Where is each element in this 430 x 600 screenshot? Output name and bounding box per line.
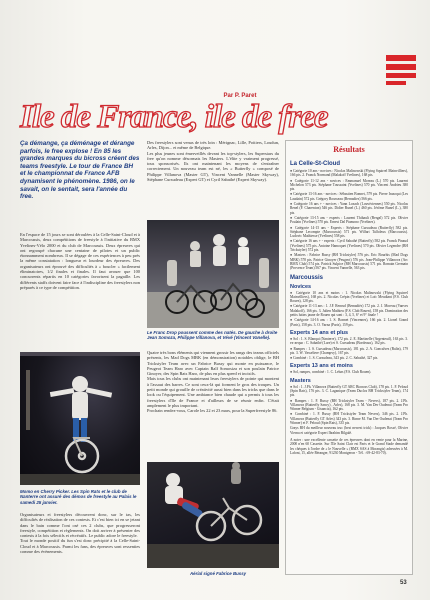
results-entry: ● Catégorie 16 ans + - experts : Cyril Sabathé (Butterfly) 582 pts. Franck Pinaud (Yvelines) 575 pts. Antoine Hamoquet (Yvelines) 570 pts. Olivier Legendre (BH Trickstyler) 572 pts. <box>290 239 408 253</box>
cherry-picker-illustration <box>20 352 140 485</box>
results-title: Résultats <box>333 145 365 154</box>
body-paragraph-left-2: Organisateurs et freestylers découvrent donc, sur le tas, les difficultés de réalisation de ces contests. Et c'est bien ici en se jetant dans le bain comme l'ont osé ces 2 clubs, que progresseront freestyle, compétition et règlements. On doit arriver à présenter des contests à la fois sélectifs et récréatifs. Le public adore le freestyle. Tout le monde positif du fun s'est donc précipité à la Celle-Saint-Cloud et à Marcoussis. Parmi les fans, des épreuves sont ressenties comme des évènements. <box>20 512 140 555</box>
results-entry: ● Rampes : 1. S. Cursudeau (Marcoussis), 181 pts. 2. A. Goncalves (Balin), 179 pts. 3. W. Vasseliere (Champvy), 167 pts. <box>290 346 408 355</box>
results-entry: ● Sol, rampes, combiné : 1. C. Lebas (F.S. Club Rouen). <box>290 370 372 375</box>
author-byline: Par P. Paret <box>223 93 257 99</box>
results-entry: ● Combiné : 1. F. Bussy (BH Trickstyler Team Nevers), 346 pts. 2. J.Ph. Villanova (Butterfly GT Arles) 343 pts. 3. Rinne M. Van Der Oudenai (Team Pro Winner) et F. Peloud (Spin Rats), 335 pts. <box>290 412 408 426</box>
cherry-picker-caption: Momo en Cherry Picker. Les Spin Rats et le club de Nanterre ont assuré des démos de freestyle au Palais le samedi 25 janvier. <box>20 489 137 505</box>
riders-group-photo <box>147 220 279 328</box>
results-subheading: Novices <box>290 283 312 290</box>
page-number: 53 <box>400 580 407 586</box>
results-section-heading: Marcoussis <box>290 274 324 281</box>
results-entry: ● Catégorie 13-15 ans - experts : Laurent Thibault (Bergal) 572 pts. Olivier Poulain (Yvelines) 570 pts. Ernest Dal Piamono (Yvelines). <box>290 215 408 225</box>
results-content <box>290 157 408 456</box>
article-intro: Ça démange, ça déménage et dérange parfois, le free explose ! En 85 les grandes marques du bicross créent des teams freestyle. Le tour de France BH et le championnat de France AFB dynamisent le phénomène. 1986, on le savait, on le sentait, sera l'année du free. <box>20 140 140 201</box>
riders-group-illustration <box>147 220 279 328</box>
results-entry: ● Catégorie 13-16 ans - novices : Sébastien Bonnet, 579 pts. Pierre Irazoqui (Les Laudain) 572 pts. Grégory Rousseau (Bernadies) 566 pts. <box>290 192 408 201</box>
cherry-picker-photo <box>20 352 140 485</box>
results-entry: ● Catégorie 10 ans et moins : 1. Nicolas Malinowski (Flying Squirrel Mainvilliers), 168 pts. 2. Nicolas Crépin (Yvelines) et Loïc Meudiant (F.S. Club Rouen), 128 pts. <box>290 290 408 304</box>
results-subheading: Masters <box>290 377 311 384</box>
aerial-caption: Aérial signé Fabrice Bussy <box>190 571 247 576</box>
results-entry: ● Sol : 1. J.Ph. Villanova (Butterfly GT ARC Bionoss Club), 178 pts. 1. F. Peloud (Spin Rats), 176 pts. 3. C. Laganique (Team Duclos BH Trickstyler Team), 174 pts. <box>290 384 408 398</box>
results-subheading: Experts 14 ans et plus <box>290 329 349 336</box>
results-entry: ● Catégorie 14-15 ans - Experts : Stéphane Cursudeau (Butterfly) 582 pts. Stéphane Lecompte (Marcoussis) 571 pts. Wilfart Talfoleux (Marcoussis). Ludovic Mathiesse (Yvelines) 558 pts. <box>290 225 408 239</box>
aerial-photo <box>147 462 279 568</box>
magazine-logo <box>386 55 416 87</box>
body-paragraph-mid-2: Quatre très bons éléments qui viennent grossir les rangs des teams officiels présents, les Mad Dogs MBK (en démonstration) notables oblige, le BH Trickstyler Team avec un Fabrice Bussy qui monte en puissance, le Peugeot Team Haro avec Captain Ralf Somosiza et son poulain Patrice Ginoyer, des Spin Rats Haro, de plus en plus speed et incisifs. Mais tous les clubs ont maintenant leurs freestylers de pointe qui montent à l'assaut des barres. Ce sont ceux-là qui forment le gros des troupes. Un petit monde qui grouille de créativité aussi bien dans les tricks que dans le look ou l'équipement. Une ambiance bien chaude qui a permis à tous les freestylers d'Ile de France et d'ailleurs de se réunir enfin. C'était amplement le plus important. Prochain rendez-vous, Carole les 22 et 23 mars, pour la Superfreestyle 86. <box>147 350 279 414</box>
results-entry: Grays BH du meilleur nouveau truc (best newest trick) : Jacques Rossé, Olivier Vierna et catégorie Expert Ibrahim Bilgalé. <box>290 426 408 435</box>
body-paragraph-mid-1: Des freestylers sont venus de très loin : Mérignac, Lille, Poitiers, Loudun, Arles, Dijon... et même de Belgique. Les plus jeunes sont émerveillés devant les top-stylers, les Superstars du free qu'on nomme désormais les Masters. L'élite y vraiment progressé, tous sponsorisés. Ils ont maintenant les moyens de s'entraîner correctement. Un nouveau team est né, les « Butterfly » composé de Philippe Villanova (Master GT), Vincent Vannelle (Master Skyway), Stéphane Cursudeau (Expert GT) et Cyril Sabathé (Expert Skyway). <box>147 140 279 183</box>
body-paragraph-left-1: En l'espace de 15 jours se sont déroulées à la Celle-Saint-Cloud et à Marcoussis, deux compétitions de freestyle à l'initiative du BMX Yvelines-Vélo 2000 et du club de Marcoussis. Deux épreuves qui ont regroupé chacune une centaine de pilotes et un public étonnamment nombreux. Il se dégage de ces expériences à peu près la même constatation : longueur et lourdeur des épreuves. Des organisateurs ont éprouvé des difficultés à « boucler » facilement éliminatoires, 1/2 finales et finales. Il faut avouer que 100 concurrents répartis en 10 catégories favorisent la pagaille. Les différents staffs doivent faire face à l'indiscipline des freestylers non préparés à ce type de compétition. <box>20 232 140 290</box>
results-subheading: Experts 13 ans et moins <box>290 363 353 370</box>
results-entry: ● Catégorie 10 ans - novices : Nicolas Malinowski (Flying Squirrel Mainvilliers), 166 pts. 2. Franck Normand (Malakoff Yvelines), 168 pts. <box>290 169 408 178</box>
results-entry: ● Catégorie 11-12 ans - novices : Emmanuel Moreau (L.) 570 pts. Laurent Michelon 573 pts. Stéphane Toussaint (Yvelines) 570 pts. Vincent Andrieu 380 pts. <box>290 178 408 192</box>
results-entry: ● Combiné : 1. S. Cursudeau, 343 pts. 2. C. Sabathé, 327 pts. <box>290 356 379 361</box>
results-entry: ● Catégorie 14-16 ans : 1. S. Bonnet (Vincennes), 166 pts. 2. Lionel Grand (Paris), 158 pts. 3. O. Varna (Paris), 159 pts. <box>290 318 408 327</box>
results-entry: ● Masters : Fabrice Bussy (BH Trickstyler) 576 pts. Eric Bourhis (Mad Dogs MBK) 578 pts. Patrice Ginoyer (Peugeot) 576 pts. Jean-Philippe Villanova (Arc BMX Club) 574 pts. Patrick Sulpice (BH Marcoussis) 571 pts. Romain Germain (Provence Team) 567 pts. Vincent Vannelle, 563 pts. <box>290 253 408 271</box>
results-entry: ● Catégorie 16 ans + - novices : Yann Lozach (Louvèciennes) 550 pts. Nicolas Renel (F. Charenton) 546 pts. Didier Bunel (L.) 460 pts. Jérôme Bunel (L.), 380 pts. <box>290 202 408 215</box>
results-entry: ● Catégorie 11-13 ans : 1. J.F. Renrud (Bemadiès) 172 pts. 2. J. Moreau (Vanves Malakoff), 166 pts. 3. Julien Mathieu (F.S. Club Rouen), 158 pts. Domination des petits lutins jaune de Rouen qui sont : 3, 4, 5, 6° et 9° finale ! <box>290 304 408 318</box>
results-note: A noter : une excellente cassette de ces épreuves dont en vente pour la Marine, 2000 n'en 60 Cassette. Sur l'Ile Saint Clair est Paris et le Grand Stade demandé les chèques à l'ordre de « le Nouvelle » (BMX SAS à Morangis) adressées à M. Lafont, 15, allée Béranger, 91230 Montgeron - Tél. : 69-42-83-70). <box>290 437 408 455</box>
results-entry: ● Sol : 1. S. Blanqui (Nanterre), 172 pts. 2. E. Martinelle (Argenteuil), 163 pts. 3. ex-aequo : C. Sabathé (Lure) et S. Cursudeau (Bordeaux), 162 pts. <box>290 336 408 346</box>
article-headline: Ile de France, ile de free <box>20 99 328 135</box>
riders-group-caption: Le Franc Drop poussent comme des natés. De gauche à droite Jean Somoza, Philippe Villanova, et Vévé (Vincent Vanelle). <box>147 330 278 341</box>
results-box <box>285 140 413 575</box>
results-entry: ● Rampes : 1. F. Bussy (BH Trickstyler Team - Nevers), 187 pts. 2. J.Ph. Villanova (Butterfly Sancy) , Arles), 168 pts. 3. M. Van Der Oudenai (Team Pro Winner Belgium - Gisancia), 162 pts. <box>290 398 408 412</box>
aerial-illustration <box>147 462 279 568</box>
results-section-heading: La Celle-St-Cloud <box>290 161 341 167</box>
